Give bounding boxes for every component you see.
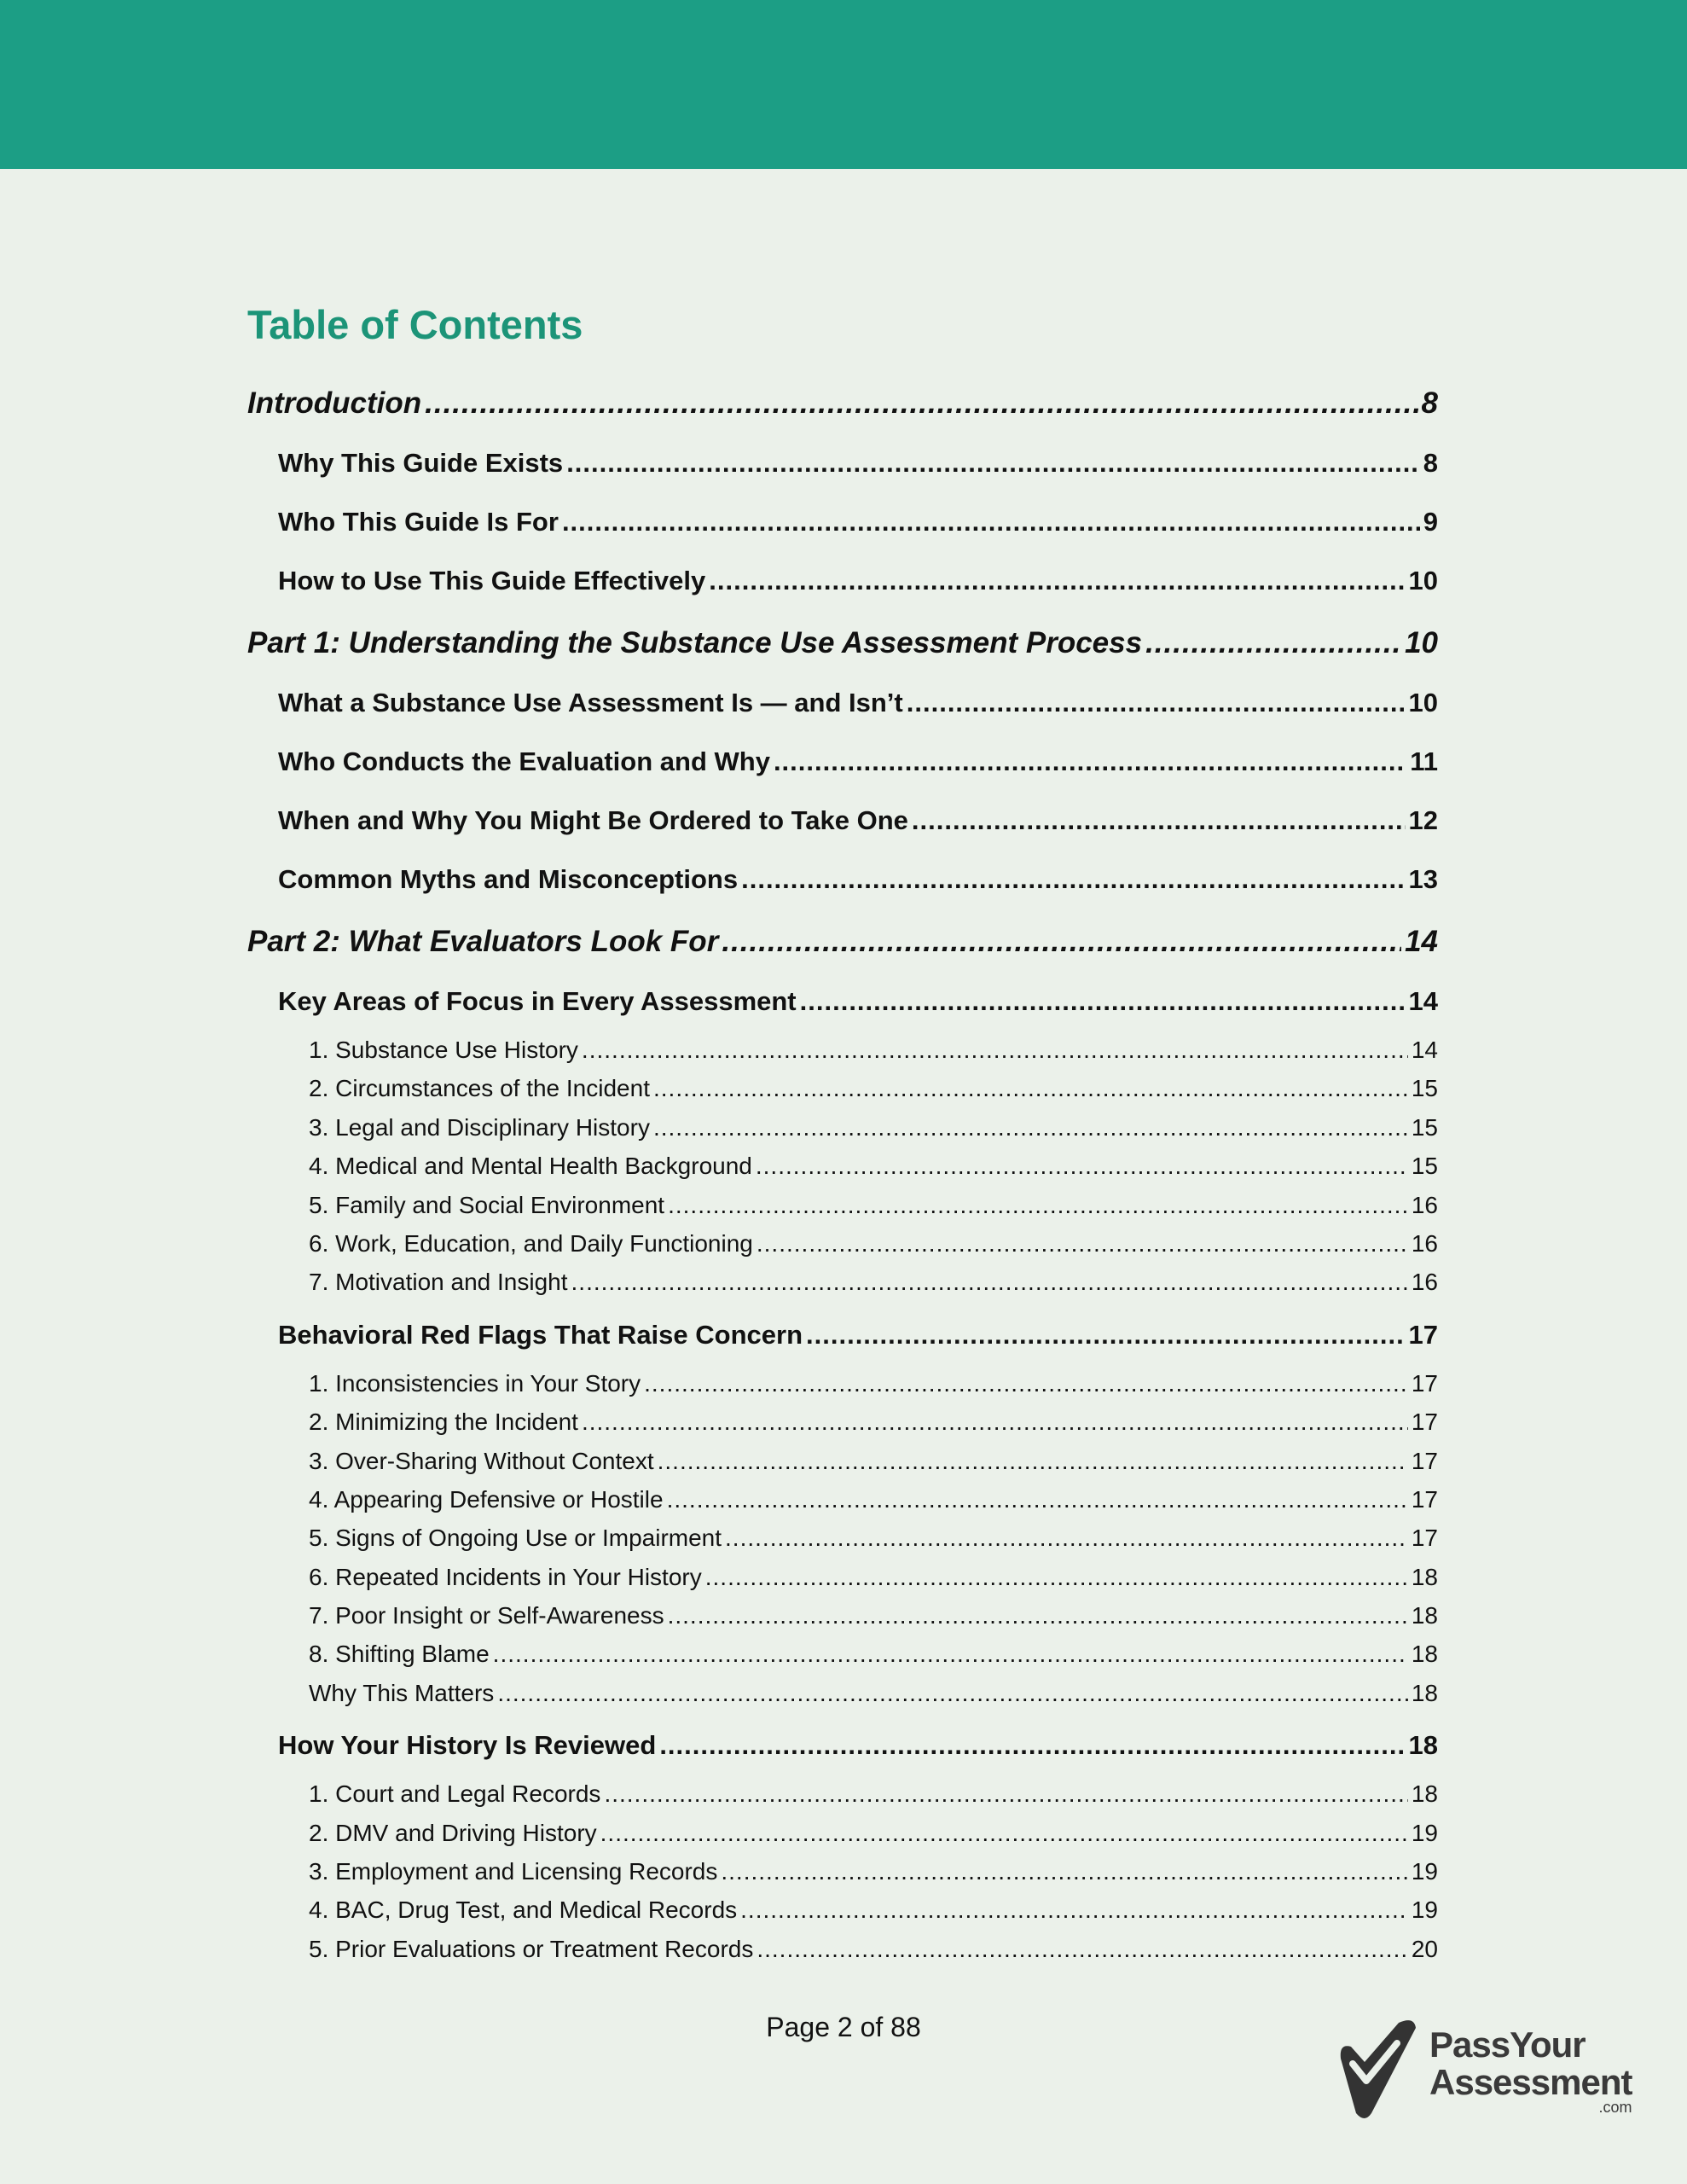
header-band (0, 0, 1687, 169)
toc-entry-section[interactable] (247, 850, 1438, 909)
toc-entry-page-number: 18 (1411, 1563, 1438, 1590)
brand-logo (1330, 2015, 1632, 2126)
checkmark-shield-icon (1330, 2018, 1424, 2123)
toc-entry-item[interactable] (247, 1108, 1438, 1147)
toc-entry-page-number: 17 (1411, 1447, 1438, 1474)
toc-entry-item[interactable] (247, 1814, 1438, 1852)
toc-entry-label: 8. Shifting Blame (309, 1641, 490, 1668)
toc-entry-label: 1. Substance Use History (309, 1037, 578, 1063)
toc-entry-label: Key Areas of Focus in Every Assessment (278, 986, 797, 1016)
toc-entry-item[interactable] (247, 1519, 1438, 1557)
toc-entry-page-number: 11 (1410, 746, 1438, 776)
toc-entry-label: What a Substance Use Assessment Is — and Isn’t (278, 688, 903, 717)
toc-entry-label: Who Conducts the Evaluation and Why (278, 746, 770, 776)
toc-dot-leader (658, 1442, 1408, 1480)
toc-entry-page-number: 16 (1411, 1229, 1438, 1257)
toc-entry-label: 7. Poor Insight or Self-Awareness (309, 1602, 664, 1629)
toc-entry-item[interactable] (247, 1186, 1438, 1224)
logo-line-2: Assessment (1429, 2062, 1632, 2102)
toc-entry-section[interactable] (247, 732, 1438, 791)
toc-dot-leader (774, 732, 1406, 791)
toc-entry-page-number: 20 (1411, 1935, 1438, 1962)
toc-entry-page-number: 19 (1411, 1858, 1438, 1885)
toc-entry-page-number: 18 (1411, 1679, 1438, 1706)
toc-entry-item[interactable] (247, 1442, 1438, 1480)
toc-entry-page-number: 18 (1408, 1730, 1438, 1761)
toc-entry-page-number: 17 (1411, 1525, 1438, 1552)
toc-entry-page-number: 10 (1408, 688, 1438, 717)
toc-entry-label: Part 1: Understanding the Substance Use Assessment Process (247, 626, 1143, 659)
toc-entry-page-number: 12 (1408, 805, 1438, 835)
toc-entry-section[interactable] (247, 433, 1438, 492)
logo-line-1: PassYour (1429, 2024, 1586, 2065)
toc-container (247, 299, 1438, 1968)
toc-entry-label: 2. Circumstances of the Incident (309, 1075, 650, 1102)
toc-entry-section[interactable] (247, 673, 1438, 732)
toc-entry-page-number: 10 (1408, 566, 1438, 595)
toc-entry-page-number: 19 (1411, 1896, 1438, 1924)
toc-dot-leader (493, 1635, 1408, 1673)
toc-dot-leader (725, 1519, 1408, 1557)
toc-entry-page-number: 14 (1411, 1037, 1438, 1063)
toc-entry-page-number: 8 (1421, 386, 1438, 420)
toc-dot-leader (582, 1403, 1408, 1441)
toc-entry-page-number: 8 (1423, 448, 1438, 478)
toc-entry-section[interactable] (247, 972, 1438, 1031)
toc-dot-leader (668, 1186, 1408, 1224)
toc-entry-label: 3. Employment and Licensing Records (309, 1858, 718, 1885)
toc-entry-label: 2. Minimizing the Incident (309, 1409, 578, 1436)
toc-entry-label: 3. Over-Sharing Without Context (309, 1447, 654, 1474)
toc-dot-leader (721, 1852, 1407, 1891)
toc-entry-label: 4. BAC, Drug Test, and Medical Records (309, 1896, 738, 1924)
toc-entry-label: Who This Guide Is For (278, 507, 559, 537)
toc-dot-leader (582, 1031, 1408, 1069)
toc-entry-page-number: 18 (1411, 1602, 1438, 1629)
toc-entry-page-number: 15 (1411, 1153, 1438, 1180)
toc-entry-label: 5. Family and Social Environment (309, 1191, 665, 1218)
toc-entry-label: Common Myths and Misconceptions (278, 864, 739, 894)
toc-dot-leader (668, 1596, 1408, 1635)
toc-dot-leader (756, 1147, 1408, 1185)
toc-dot-leader (741, 850, 1405, 909)
toc-dot-leader (653, 1108, 1408, 1147)
toc-entry-label: 6. Repeated Incidents in Your History (309, 1563, 702, 1590)
toc-dot-leader (912, 791, 1406, 850)
logo-wordmark (1429, 2026, 1632, 2115)
toc-dot-leader (709, 551, 1405, 610)
toc-dot-leader (907, 673, 1406, 732)
toc-dot-leader (644, 1364, 1408, 1403)
toc-entry-page-number: 13 (1408, 864, 1438, 894)
toc-entry-page-number: 9 (1423, 507, 1438, 537)
toc-dot-leader (566, 433, 1420, 492)
toc-entry-page-number: 18 (1411, 1641, 1438, 1668)
toc-entry-section[interactable] (247, 1305, 1438, 1364)
toc-entry-label: Why This Guide Exists (278, 448, 564, 478)
toc-entry-item[interactable] (247, 1930, 1438, 1968)
toc-entry-item[interactable] (247, 1364, 1438, 1403)
toc-dot-leader (562, 492, 1420, 551)
toc-entry-page-number: 17 (1411, 1369, 1438, 1397)
toc-entry-item[interactable] (247, 1635, 1438, 1673)
toc-dot-leader (1145, 613, 1401, 673)
toc-entry-label: 3. Legal and Disciplinary History (309, 1113, 650, 1141)
toc-entry-page-number: 17 (1411, 1485, 1438, 1513)
toc-entry-item[interactable] (247, 1774, 1438, 1813)
toc-dot-leader (659, 1716, 1405, 1774)
toc-entry-section[interactable] (247, 1716, 1438, 1774)
toc-entry-item[interactable] (247, 1558, 1438, 1596)
toc-entry-label: 6. Work, Education, and Daily Functioning (309, 1229, 753, 1257)
toc-entry-page-number: 10 (1405, 626, 1438, 659)
toc-entry-page-number: 19 (1411, 1819, 1438, 1846)
logo-suffix: .com (1598, 2099, 1632, 2116)
toc-entry-item[interactable] (247, 1852, 1438, 1891)
toc-entry-item[interactable] (247, 1263, 1438, 1301)
toc-entry-item[interactable] (247, 1891, 1438, 1929)
toc-dot-leader (571, 1263, 1408, 1301)
toc-entry-item[interactable] (247, 1596, 1438, 1635)
toc-list (247, 374, 1438, 1968)
toc-entry-part[interactable] (247, 374, 1438, 433)
toc-entry-label: Part 2: What Evaluators Look For (247, 925, 719, 958)
toc-entry-label: How Your History Is Reviewed (278, 1730, 657, 1761)
toc-entry-item[interactable] (247, 1403, 1438, 1441)
toc-entry-item[interactable] (247, 1069, 1438, 1107)
toc-entry-page-number: 14 (1408, 986, 1438, 1016)
toc-dot-leader (600, 1814, 1408, 1852)
toc-entry-part[interactable] (247, 912, 1438, 972)
toc-entry-label: 1. Inconsistencies in Your Story (309, 1369, 641, 1397)
toc-entry-label: 5. Prior Evaluations or Treatment Records (309, 1935, 754, 1962)
toc-dot-leader (806, 1305, 1406, 1364)
toc-entry-label: 7. Motivation and Insight (309, 1269, 568, 1296)
toc-dot-leader (722, 912, 1401, 972)
toc-entry-part[interactable] (247, 613, 1438, 673)
toc-entry-item[interactable] (247, 1674, 1438, 1712)
toc-entry-label: Introduction (247, 386, 422, 420)
toc-entry-label: Why This Matters (309, 1679, 495, 1706)
toc-dot-leader (800, 972, 1406, 1031)
toc-dot-leader (604, 1774, 1407, 1813)
toc-entry-label: 1. Court and Legal Records (309, 1780, 601, 1808)
toc-entry-section[interactable] (247, 791, 1438, 850)
toc-dot-leader (740, 1891, 1408, 1929)
toc-entry-label: 2. DMV and Driving History (309, 1819, 597, 1846)
toc-entry-page-number: 16 (1411, 1191, 1438, 1218)
toc-entry-label: 5. Signs of Ongoing Use or Impairment (309, 1525, 722, 1552)
toc-entry-page-number: 15 (1411, 1075, 1438, 1102)
toc-dot-leader (705, 1558, 1408, 1596)
toc-entry-label: 4. Medical and Mental Health Background (309, 1153, 752, 1180)
page-title: Table of Contents (247, 302, 583, 347)
toc-entry-page-number: 15 (1411, 1113, 1438, 1141)
toc-entry-section[interactable] (247, 492, 1438, 551)
toc-entry-item[interactable] (247, 1031, 1438, 1069)
toc-entry-page-number: 14 (1405, 925, 1438, 958)
toc-entry-label: 4. Appearing Defensive or Hostile (309, 1485, 664, 1513)
toc-entry-item[interactable] (247, 1147, 1438, 1185)
toc-entry-label: When and Why You Might Be Ordered to Take One (278, 805, 908, 835)
toc-dot-leader (425, 374, 1417, 433)
toc-dot-leader (667, 1480, 1408, 1519)
toc-entry-page-number: 16 (1411, 1269, 1438, 1296)
toc-entry-page-number: 17 (1411, 1409, 1438, 1436)
toc-entry-page-number: 18 (1411, 1780, 1438, 1808)
toc-entry-page-number: 17 (1408, 1319, 1438, 1350)
toc-entry-label: How to Use This Guide Effectively (278, 566, 706, 595)
toc-dot-leader (757, 1224, 1408, 1263)
toc-dot-leader (653, 1069, 1408, 1107)
toc-entry-label: Behavioral Red Flags That Raise Concern (278, 1319, 803, 1350)
page-number: Page 2 of 88 (766, 2012, 921, 2042)
toc-entry-item[interactable] (247, 1224, 1438, 1263)
toc-dot-leader (497, 1674, 1408, 1712)
toc-dot-leader (757, 1930, 1408, 1968)
toc-entry-item[interactable] (247, 1480, 1438, 1519)
toc-entry-section[interactable] (247, 551, 1438, 610)
